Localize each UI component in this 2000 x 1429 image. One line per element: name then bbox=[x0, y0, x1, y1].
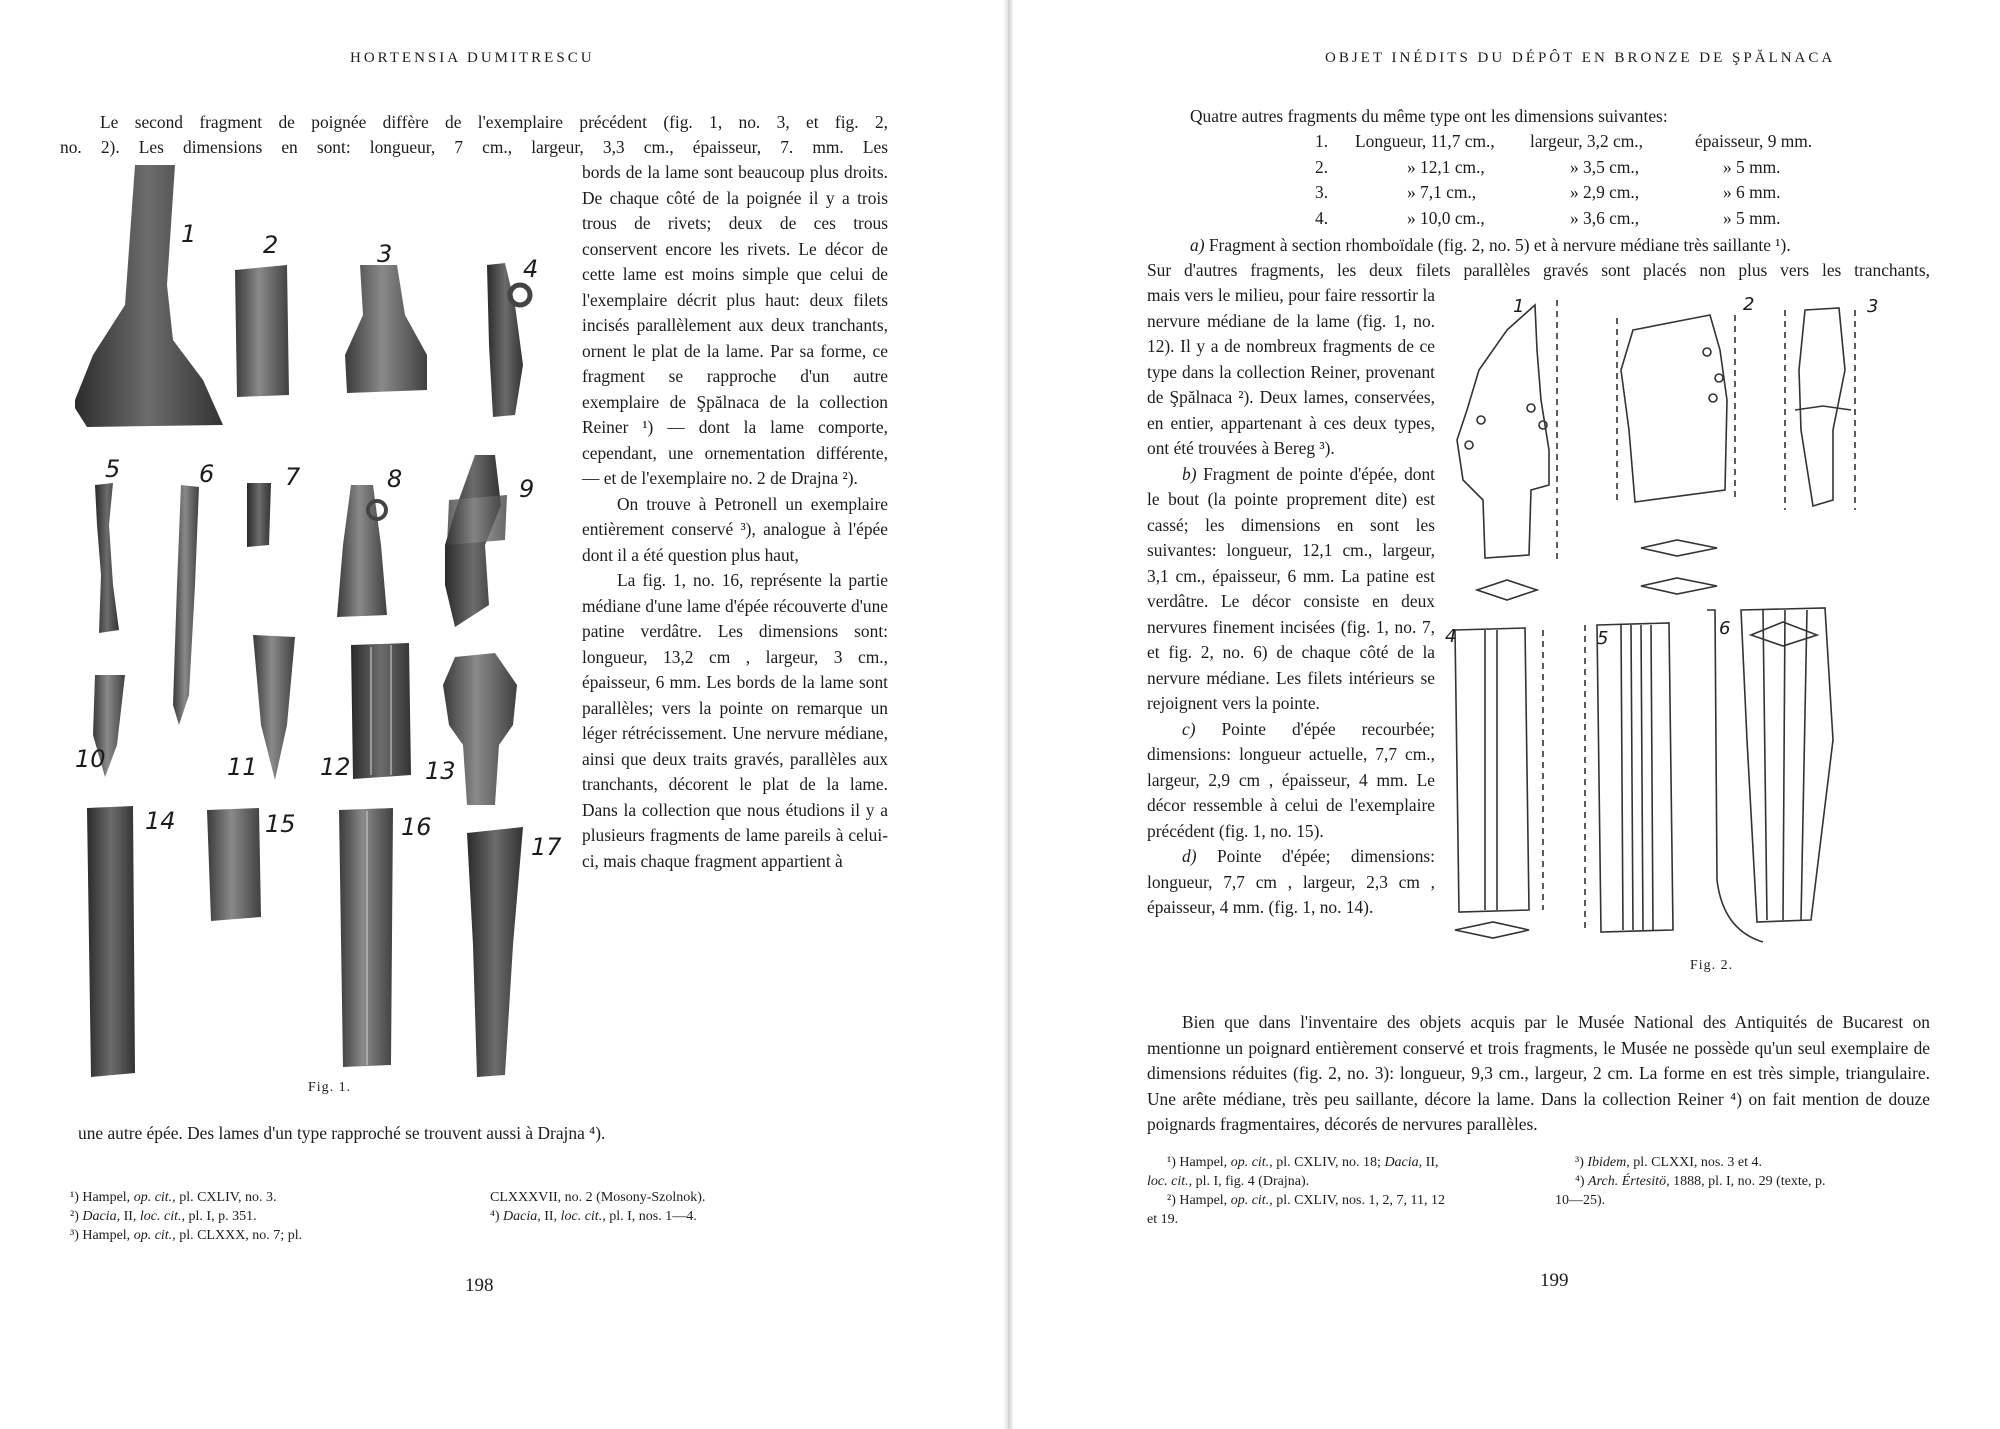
intro-line-2: no. 2). Les dimensions en sont: longueur, 7 cm., largeur, 3,3 cm., épaisseur, 7. mm. Les bbox=[60, 137, 888, 157]
closing-line: une autre épée. Des lames d'un type rapproché se trouvent aussi à Drajna ⁴). bbox=[78, 1123, 606, 1143]
text-column bbox=[582, 160, 888, 874]
dimension-row: 2. » 12,1 cm., » 3,5 cm., » 5 mm. bbox=[1315, 156, 1781, 177]
artifact-11 bbox=[253, 635, 295, 780]
figure-label: 6 bbox=[199, 460, 215, 488]
figure-label: 15 bbox=[265, 810, 296, 838]
paragraph: bords de la lame sont beaucoup plus droits. De chaque côté de la poignée il y a trois trous de rivets; deux de ces trous conservent encore les rivets. Le décor de cette lame est moins simple que celui de l'exemplaire décrit plus haut: deux filets incisés parallèlement aux deux tranchants, ornent le plat de la lame. Par sa forme, ce fragment se rapproche d'un autre exemplaire de Şpălnaca de la collection Reiner ¹) — dont la lame comporte, cependant, une ornementation différente, — et de l'exemplaire no. 2 de Drajna ²). bbox=[582, 162, 888, 488]
figure-label: 4 bbox=[523, 255, 539, 283]
page-number: 198 bbox=[465, 1275, 494, 1296]
paragraph: mais vers le milieu, pour faire ressortir la nervure médiane de la lame (fig. 1, no. 12). Il y a de nombreux fragments de ce type dans la collection Reiner, provenant de Şpălnaca ²). Deux lames, conservées, en entier, appartenant à ces deux types, ont été trouvées à Bereg ³). bbox=[1147, 285, 1435, 458]
drawing-label: 2 bbox=[1743, 294, 1755, 315]
figure-label: 3 bbox=[377, 240, 393, 268]
para-a-line-2: Sur d'autres fragments, les deux filets parallèles gravés sont placés non plus vers les tranchants, bbox=[1147, 260, 1930, 280]
footnotes-right-col bbox=[490, 1188, 890, 1226]
footnotes-left-col bbox=[1147, 1153, 1507, 1229]
drawing-label: 1 bbox=[1513, 296, 1525, 317]
footnote-continuation: 10—25). bbox=[1555, 1193, 1606, 1208]
footnote: ²) Dacia, II, loc. cit., pl. I, p. 351. bbox=[70, 1209, 257, 1224]
running-head: OBJET INÉDITS DU DÉPÔT EN BRONZE DE ŞPĂLNACA bbox=[1325, 50, 1836, 66]
drawing-label: 4 bbox=[1445, 626, 1457, 647]
dimensions-list bbox=[1315, 129, 1875, 231]
drawing-2 bbox=[1621, 315, 1727, 502]
artifact-1 bbox=[75, 165, 223, 427]
figure-label: 1 bbox=[181, 220, 197, 248]
text-column bbox=[1147, 283, 1435, 921]
artifact-3 bbox=[345, 265, 427, 393]
artifact-2 bbox=[235, 265, 289, 397]
drawing-1 bbox=[1457, 305, 1549, 558]
footnote: ¹) Hampel, op. cit., pl. CXLIV, no. 18; Dacia, II, bbox=[1167, 1155, 1439, 1170]
drawing-4 bbox=[1455, 628, 1529, 912]
artifact-8 bbox=[337, 485, 387, 617]
footnote-continuation: loc. cit., pl. I, fig. 4 (Drajna). bbox=[1147, 1174, 1310, 1189]
page-number: 199 bbox=[1540, 1270, 1569, 1291]
drawing-label: 3 bbox=[1867, 296, 1879, 317]
final-paragraph-block bbox=[1147, 1010, 1930, 1138]
footnote: ³) Hampel, op. cit., pl. CLXXX, no. 7; pl. bbox=[70, 1228, 303, 1243]
figure-2-line-art bbox=[1445, 290, 1955, 970]
dimension-row: 1. Longueur, 11,7 cm., largeur, 3,2 cm., épaisseur, 9 mm. bbox=[1315, 131, 1813, 151]
paragraph: Bien que dans l'inventaire des objets acquis par le Musée National des Antiquités de Bucarest on mentionne un poignard entièrement conservé et trois fragments, le Musée ne possède qu'un seul exemplaire de dimensions réduites (fig. 2, no. 3): longueur, 9,3 cm., largeur, 2 cm. La forme en est très simple, triangulaire. Une arête médiane, très peu saillante, décore la lame. Dans la collection Reiner ⁴) on fait mention de douze poignards fragmentaires, décorés de nervures parallèles. bbox=[1147, 1012, 1930, 1134]
artifact-12 bbox=[351, 643, 411, 779]
figure-label: 17 bbox=[531, 833, 562, 861]
figure-1-photo bbox=[75, 165, 575, 1095]
footnotes-left-col bbox=[70, 1188, 470, 1245]
figure-label: 9 bbox=[519, 475, 535, 503]
paragraph: c) Pointe d'épée recourbée; dimensions: longueur actuelle, 7,7 cm., largeur, 2,9 cm , épaisseur, 4 mm. Le décor ressemble à celui de l'exemplaire précédent (fig. 1, no. 15). bbox=[1147, 718, 1435, 841]
drawing-5 bbox=[1597, 623, 1673, 932]
right-page bbox=[1015, 0, 2000, 1429]
drawing-3 bbox=[1799, 308, 1845, 506]
footnote-continuation: CLXXXVII, no. 2 (Mosony-Szolnok). bbox=[490, 1190, 706, 1205]
footnote: ³) Ibidem, pl. CLXXI, nos. 3 et 4. bbox=[1575, 1155, 1762, 1170]
paragraph: d) Pointe d'épée; dimensions: longueur, 7,7 cm , largeur, 2,3 cm , épaisseur, 4 mm. (fig. 1, no. 14). bbox=[1147, 846, 1435, 917]
figure-label: 8 bbox=[387, 465, 403, 493]
paragraph: On trouve à Petronell un exemplaire entièrement conservé ³), analogue à l'épée dont il a été question plus haut, bbox=[582, 493, 888, 565]
paragraph: La fig. 1, no. 16, représente la partie médiane d'une lame d'épée récouverte d'une patine verdâtre. Les dimensions sont: longueur, 13,2 cm , largeur, 3 cm., épaisseur, 6 mm. Les bords de la lame sont parallèles; vers la pointe on remarque un léger rétrécissement. Une nervure médiane, ainsi que deux traits gravés, parallèles aux tranchants, décorent le plat de la lame. Dans la collection que nous étudions il y a plusieurs fragments de lame pareils à celui-ci, mais chaque fragment appartient à bbox=[582, 570, 888, 871]
artifact-15 bbox=[207, 808, 261, 921]
paragraph: b) Fragment de pointe d'épée, dont le bout (la pointe proprement dite) est cassé; les dimensions en sont les suivantes: longueur, 12,1 cm., largeur, 3,1 cm., épaisseur, 6 mm. La patine est verdâtre. Le décor consiste en deux nervures finement incisées (fig. 1, no. 7, et fig. 2, no. 6) de chaque côté de la nervure médiane. Les filets intérieurs se rejoignent vers la pointe. bbox=[1147, 463, 1435, 713]
footnotes-right-col bbox=[1555, 1153, 1935, 1210]
figure-label: 10 bbox=[75, 745, 106, 773]
figure-label: 13 bbox=[425, 757, 456, 785]
dims-intro: Quatre autres fragments du même type ont les dimensions suivantes: bbox=[1190, 106, 1668, 126]
drawing-label: 6 bbox=[1719, 618, 1731, 639]
dimension-row: 4. » 10,0 cm., » 3,6 cm., » 5 mm. bbox=[1315, 207, 1781, 228]
artifact-5 bbox=[95, 483, 119, 633]
drawing-label: 5 bbox=[1597, 628, 1609, 649]
figure-label: 14 bbox=[145, 807, 176, 835]
figure-label: 11 bbox=[227, 753, 258, 781]
intro-line-1: Le second fragment de poignée diffère de l'exemplaire précédent (fig. 1, no. 3, et fig. 2, bbox=[100, 112, 888, 132]
footnote: ¹) Hampel, op. cit., pl. CXLIV, no. 3. bbox=[70, 1190, 277, 1205]
figure-label: 16 bbox=[401, 813, 432, 841]
figure-label: 12 bbox=[320, 753, 351, 781]
dimension-row: 3. » 7,1 cm., » 2,9 cm., » 6 mm. bbox=[1315, 182, 1781, 202]
artifact-6 bbox=[173, 485, 199, 725]
running-head: HORTENSIA DUMITRESCU bbox=[350, 50, 595, 66]
footnote: ⁴) Dacia, II, loc. cit., pl. I, nos. 1—4. bbox=[490, 1209, 697, 1224]
artifact-14 bbox=[87, 806, 135, 1077]
figure-caption: Fig. 2. bbox=[1690, 958, 1734, 973]
artifact-17 bbox=[467, 827, 523, 1077]
figure-2-drawings bbox=[1445, 290, 1955, 970]
para-a-line-1: a) Fragment à section rhomboïdale (fig. 2, no. 5) et à nervure médiane très saillante ¹). bbox=[1190, 235, 1791, 255]
drawing-6 bbox=[1741, 608, 1833, 922]
figure-label: 7 bbox=[285, 463, 301, 491]
footnote: ⁴) Arch. Értesitö, 1888, pl. I, no. 29 (texte, p. bbox=[1575, 1174, 1826, 1189]
figure-label: 2 bbox=[263, 231, 279, 259]
book-gutter bbox=[1003, 0, 1013, 1429]
figure-1-plate bbox=[75, 165, 575, 1095]
footnote-continuation: et 19. bbox=[1147, 1212, 1179, 1227]
figure-label: 5 bbox=[105, 455, 121, 483]
artifact-7 bbox=[247, 483, 271, 547]
footnote: ²) Hampel, op. cit., pl. CXLIV, nos. 1, 2, 7, 11, 12 bbox=[1167, 1193, 1445, 1208]
figure-caption: Fig. 1. bbox=[308, 1080, 352, 1095]
